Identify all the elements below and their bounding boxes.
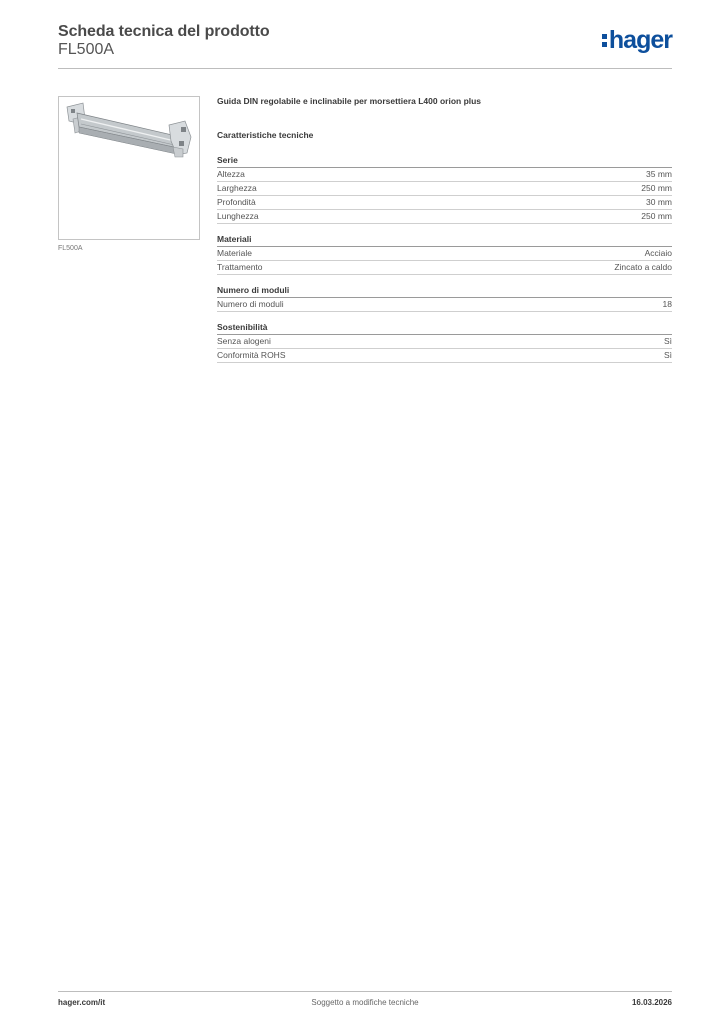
spec-group-sostenibilita xyxy=(217,322,672,363)
logo-colon-icon xyxy=(602,30,607,48)
spec-value: 250 mm xyxy=(641,183,672,193)
page-header xyxy=(58,20,672,68)
spec-row xyxy=(217,298,672,312)
spec-group-title: Materiali xyxy=(217,234,672,247)
spec-label: Materiale xyxy=(217,248,252,258)
hager-logo[interactable] xyxy=(602,26,672,54)
page-footer xyxy=(58,998,672,1010)
spec-value: Acciaio xyxy=(644,248,672,258)
footer-url-link[interactable]: hager.com/it xyxy=(58,998,106,1007)
spec-value: 18 xyxy=(662,299,672,309)
spec-row xyxy=(217,168,672,182)
spec-label: Lunghezza xyxy=(217,211,259,221)
spec-label: Larghezza xyxy=(217,183,257,193)
spec-row xyxy=(217,182,672,196)
spec-group-serie xyxy=(217,155,672,224)
spec-value: Zincato a caldo xyxy=(614,262,672,272)
spec-row xyxy=(217,349,672,363)
page-title: Scheda tecnica del prodotto xyxy=(58,23,270,40)
din-rail-icon xyxy=(59,97,199,239)
spec-row xyxy=(217,261,672,275)
footer-date: 16.03.2026 xyxy=(631,998,672,1007)
spec-row xyxy=(217,335,672,349)
spec-label: Senza alogeni xyxy=(217,336,271,346)
spec-value: Sì xyxy=(663,336,672,346)
logo-text: hager xyxy=(608,26,672,54)
spec-group-title: Numero di moduli xyxy=(217,285,672,298)
product-code: FL500A xyxy=(58,41,115,58)
spec-label: Numero di moduli xyxy=(217,299,284,309)
header-divider xyxy=(58,68,672,69)
image-caption: FL500A xyxy=(58,245,83,252)
spec-group-numero-moduli xyxy=(217,285,672,312)
footer-note: Soggetto a modifiche tecniche xyxy=(311,998,419,1007)
spec-row xyxy=(217,196,672,210)
spec-value: 250 mm xyxy=(641,211,672,221)
spec-label: Trattamento xyxy=(217,262,263,272)
product-details xyxy=(217,96,672,363)
spec-row xyxy=(217,247,672,261)
spec-label: Conformità ROHS xyxy=(217,350,286,360)
spec-label: Profondità xyxy=(217,197,256,207)
footer-divider xyxy=(58,991,672,992)
spec-group-title: Serie xyxy=(217,155,672,168)
spec-group-title: Sostenibilità xyxy=(217,322,672,335)
specs-section-title: Caratteristiche tecniche xyxy=(217,130,314,140)
spec-value: 30 mm xyxy=(646,197,672,207)
spec-group-materiali xyxy=(217,234,672,275)
spec-row xyxy=(217,210,672,224)
spec-value: 35 mm xyxy=(646,169,672,179)
din-rail-product-image xyxy=(58,96,200,240)
product-description: Guida DIN regolabile e inclinabile per morsettiera L400 orion plus xyxy=(217,96,482,106)
spec-value: Sì xyxy=(663,350,672,360)
spec-label: Altezza xyxy=(217,169,245,179)
